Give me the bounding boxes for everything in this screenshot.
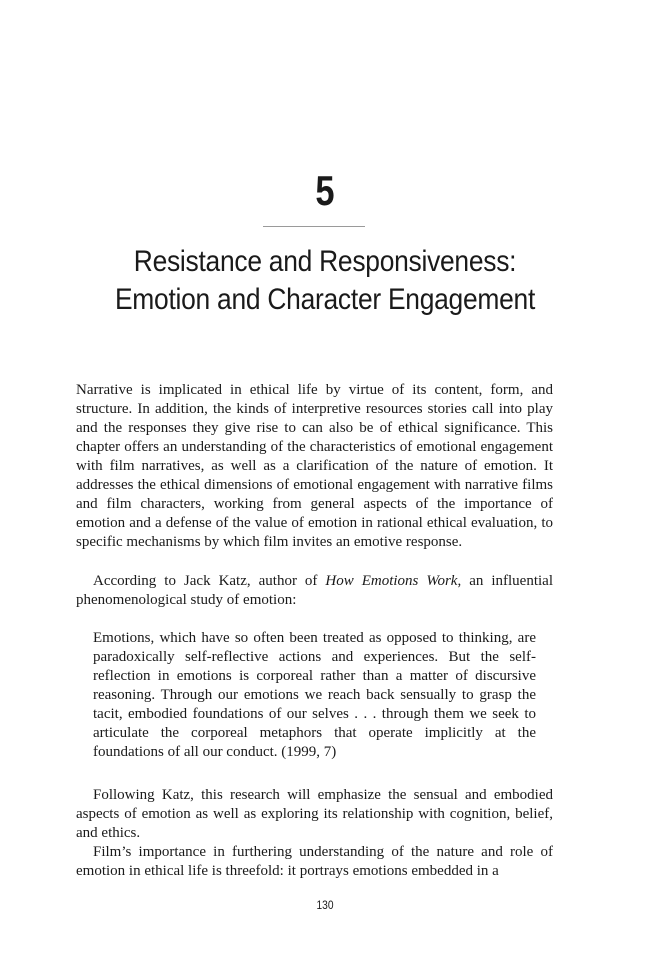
chapter-number: 5 [315, 167, 335, 214]
chapter-title-line-1: Resistance and Responsiveness: [133, 245, 517, 278]
block-quote: Emotions, which have so often been treated as opposed to thinking, are paradoxically self-reflective actions and experiences. But the self-reflection in emotions is corporeal rather than a matter of discursive reasoning. Through our emotions we reach back sensually to grasp the tacit, embodied foundations of our selves . . . through them we seek to articulate the corporeal metaphors that operate implicitly at the foundations of all our conduct. (1999, 7) [93, 630, 536, 760]
paragraph-2-tail: , an influential phenomenological study of emotion: [76, 573, 553, 608]
book-title: How Emotions Work [325, 573, 458, 589]
paragraph-2-lead: According to Jack Katz, author of [93, 573, 326, 589]
page-number: 130 [316, 898, 334, 912]
paragraph-3: Following Katz, this research will emphasize the sensual and embodied aspects of emotion as well as exploring its relationship with cognition, belief, and ethics. [76, 787, 553, 841]
paragraph-4: Film’s importance in furthering understanding of the nature and role of emotion in ethical life is threefold: it portrays emotions embedded in a [76, 844, 553, 879]
chapter-title-line-2: Emotion and Character Engagement [114, 283, 536, 316]
paragraph-1: Narrative is implicated in ethical life by virtue of its content, form, and structure. In addition, the kinds of interpretive resources stories call into play and the responses they give rise to can also be of ethical significance. This chapter offers an understanding of the characteristics of emotional engagement with film narratives, as well as a clarification of the nature of emotion. It addresses the ethical dimensions of emotional engagement with narrative films and film characters, working from general aspects of the importance of emotion and a defense of the value of emotion in rational ethical evaluation, to specific mechanisms by which film invites an emotive response. [76, 382, 553, 550]
paragraph-2 [76, 572, 553, 610]
chapter-rule [263, 226, 365, 227]
chapter-title [39, 243, 611, 319]
